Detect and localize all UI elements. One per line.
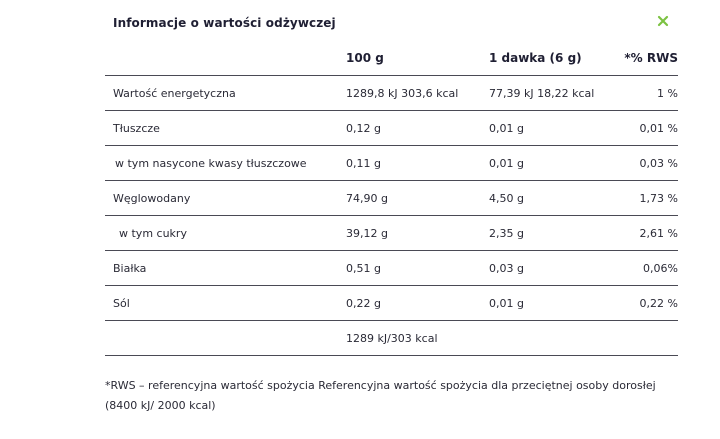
nutrition-table [105, 40, 678, 356]
row-per-dose: 0,01 g [489, 156, 524, 170]
row-per-100g: 0,12 g [346, 121, 381, 135]
row-name: Tłuszcze [113, 121, 160, 135]
row-rws: 1 % [657, 86, 678, 100]
table-row [105, 286, 678, 321]
row-name: w tym nasycone kwasy tłuszczowe [115, 156, 307, 170]
table-row [105, 251, 678, 286]
row-per-100g: 0,51 g [346, 261, 381, 275]
table-row [105, 216, 678, 251]
row-rws: 1,73 % [639, 191, 678, 205]
header-per-dose: 1 dawka (6 g) [489, 50, 582, 65]
row-name: Węglowodany [113, 191, 191, 205]
row-rws: 0,06% [643, 261, 678, 275]
table-header-row [105, 40, 678, 76]
table-row [105, 111, 678, 146]
row-per-100g: 1289 kJ/303 kcal [346, 331, 438, 345]
row-rws: 2,61 % [639, 226, 678, 240]
header-rws: *% RWS [624, 50, 678, 65]
row-per-100g: 0,22 g [346, 296, 381, 310]
panel-title: Informacje o wartości odżywczej [113, 16, 336, 30]
table-row [105, 181, 678, 216]
row-per-100g: 39,12 g [346, 226, 388, 240]
close-x-icon [657, 15, 669, 27]
row-name: Białka [113, 261, 147, 275]
row-per-100g: 1289,8 kJ 303,6 kcal [346, 86, 459, 100]
row-per-dose: 77,39 kJ 18,22 kcal [489, 86, 595, 100]
table-row [105, 146, 678, 181]
row-per-100g: 74,90 g [346, 191, 388, 205]
row-rws: 0,22 % [639, 296, 678, 310]
row-per-dose: 0,01 g [489, 296, 524, 310]
row-rws: 0,01 % [639, 121, 678, 135]
row-per-100g: 0,11 g [346, 156, 381, 170]
close-button[interactable] [652, 10, 674, 32]
row-rws: 0,03 % [639, 156, 678, 170]
row-name: Wartość energetyczna [113, 86, 236, 100]
row-per-dose: 0,03 g [489, 261, 524, 275]
table-row [105, 76, 678, 111]
row-name: w tym cukry [119, 226, 187, 240]
rws-footnote: *RWS – referencyjna wartość spożycia Referencyjna wartość spożycia dla przeciętnej osoby dorosłej (8400 kJ/ 2000 kcal) [105, 379, 656, 412]
row-name: Sól [113, 296, 130, 310]
row-per-dose: 2,35 g [489, 226, 524, 240]
header-per-100g: 100 g [346, 50, 384, 65]
row-per-dose: 0,01 g [489, 121, 524, 135]
table-row [105, 321, 678, 356]
row-per-dose: 4,50 g [489, 191, 524, 205]
